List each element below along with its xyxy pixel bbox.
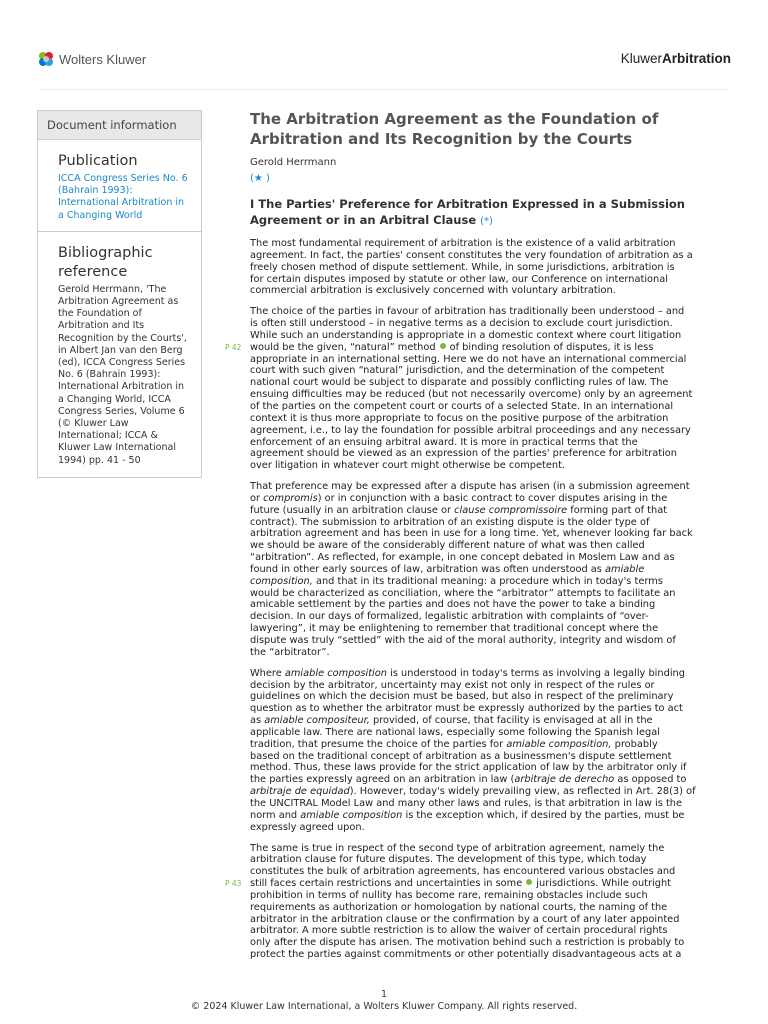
text-fragment: still faces certain restrictions and uncertainties in some bbox=[250, 878, 523, 890]
text-line: agreement, i.e., to lay the foundation for possible arbitral proceedings and any necessary bbox=[250, 424, 691, 436]
text-fragment: is understood in today's terms as involving a legally binding bbox=[386, 667, 685, 679]
text-line: method. Thus, these laws provide for the strict application of law by the arbitrator only if bbox=[250, 762, 687, 774]
text-line: enforcement of an ensuing arbitral award. It is more in practical terms that the bbox=[250, 436, 638, 448]
text-line: constitutes the bulk of arbitration agreements, has encountered various obstacles and bbox=[250, 866, 676, 878]
text-line: question as to whether the arbitrator must be expressly authorized by the parties to act bbox=[250, 703, 683, 715]
text-fragment: Where bbox=[250, 667, 285, 679]
text-fragment: or bbox=[250, 492, 264, 504]
text-line: dispute was truly “settled” with the aid of the moral authority, integrity and wisdom of bbox=[250, 635, 676, 646]
bib-line: International; ICCA & bbox=[58, 430, 158, 442]
text-line: prohibition in terms of nullity has become rare, remaining obstacles include such bbox=[250, 889, 648, 901]
text-fragment: ). However, today's widely prevailing view, as reflected in Art. 28(3) of bbox=[349, 786, 696, 798]
article-title bbox=[250, 109, 730, 149]
copyright-notice: © 2024 Kluwer Law International, a Wolters Kluwer Company. All rights reserved. bbox=[190, 1001, 578, 1012]
text-line: decision by the arbitrator, uncertainty may exist not only in respect of the rules or bbox=[250, 679, 655, 691]
publication-heading: Publication bbox=[58, 153, 138, 169]
wolters-kluwer-logo-icon bbox=[38, 51, 54, 67]
page-marker-43: P 43 bbox=[225, 879, 242, 889]
text-fragment: future (usually in an arbitration clause or bbox=[250, 504, 455, 516]
bibliographic-section bbox=[38, 244, 201, 467]
publication-link-line: ICCA Congress Series No. 6 bbox=[58, 173, 188, 184]
text-line: we should be aware of the considerably different nature of what was then called bbox=[250, 540, 645, 552]
text-line bbox=[250, 774, 730, 786]
text-line: context it is thus more appropriate to focus on the positive purpose of the arbitration bbox=[250, 412, 669, 424]
text-line bbox=[250, 576, 730, 588]
text-line bbox=[250, 810, 730, 822]
brand-prefix: Kluwer bbox=[620, 51, 662, 66]
italic-term: clause compromissoire bbox=[454, 504, 568, 516]
document-info-panel bbox=[37, 110, 202, 478]
text-fragment: jurisdictions. While outright bbox=[536, 878, 672, 890]
text-line: the UNCITRAL Model Law and many other laws and rules, is that arbitration in law is the bbox=[250, 797, 683, 809]
bib-line: Congress Series, Volume 6 bbox=[58, 405, 185, 417]
section-footnote-link[interactable]: (*) bbox=[480, 215, 493, 227]
text-line: for certain disputes imposed by statute or other law, our Conference on international bbox=[250, 273, 668, 285]
logo-text: Wolters Kluwer bbox=[59, 51, 147, 67]
text-line: over litigation in whatever court might otherwise be competent. bbox=[250, 460, 566, 472]
text-fragment: probably bbox=[611, 738, 658, 750]
text-line: decision. In our days of formalized, legalistic arbitration with complaints of “over- bbox=[250, 611, 649, 623]
text-line: applicable law. There are national laws, especially some following the Spanish legal bbox=[250, 726, 660, 738]
header-divider bbox=[38, 89, 730, 90]
page-break-dot-icon[interactable] bbox=[526, 879, 532, 885]
text-line: of the parties on the competent court or courts of a selected State. In an international bbox=[250, 400, 674, 412]
text-line bbox=[250, 715, 730, 727]
text-line: The most fundamental requirement of arbitration is the existence of a valid arbitration bbox=[250, 238, 676, 249]
text-line: would be characterized as conciliation, where the “arbitrator” attempts to facilitate an bbox=[250, 587, 676, 599]
paragraph-2 bbox=[225, 306, 730, 472]
text-line: amicable settlement by the parties and does not have the power to take a binding bbox=[250, 599, 656, 611]
page-marker-42: P 42 bbox=[225, 342, 242, 352]
text-line: “arbitration”. As reflected, for example, in one concept debated in Moslem Law and as bbox=[250, 552, 675, 564]
publication-link-line: a Changing World bbox=[58, 209, 143, 221]
italic-term: arbitraje de derecho bbox=[514, 774, 615, 786]
page-number: 1 bbox=[380, 989, 388, 1000]
text-fragment: norm and bbox=[250, 809, 301, 821]
kluwer-arbitration-brand[interactable] bbox=[621, 51, 731, 66]
text-fragment: tradition, that presume the choice of the parties for bbox=[250, 738, 507, 750]
text-line: The same is true in respect of the second type of arbitration agreement, namely the bbox=[250, 842, 665, 854]
text-line: arbitrator. A more subtle restriction is to allow the waiver of certain procedural rights bbox=[250, 925, 668, 937]
text-line: only after the dispute has arisen. The motivation behind such a restriction is probably to bbox=[250, 937, 685, 949]
text-fragment: and that in its traditional meaning: a procedure which in today's terms bbox=[312, 575, 663, 587]
text-line: protect the parties against commitments or other potentially disadvantageous acts at a bbox=[250, 949, 682, 961]
section-heading-line: Agreement or in an Arbitral Clause bbox=[250, 212, 477, 227]
text-line: agreement should be viewed as an expression of the parties' preference for arbitration bbox=[250, 448, 677, 460]
text-line: lawyering”, it may be enlightening to remember that traditional concept where the bbox=[250, 623, 659, 635]
text-line: That preference may be expressed after a dispute has arisen (in a submission agreement bbox=[250, 481, 690, 493]
brand-bold: Arbitration bbox=[662, 51, 731, 66]
text-line: is often still understood – in negative terms as a decision to exclude court jurisdiction. bbox=[250, 318, 673, 330]
bib-line: 1994) pp. 41 - 50 bbox=[58, 454, 141, 466]
text-line: The choice of the parties in favour of arbitration has traditionally been understood – and bbox=[250, 306, 685, 318]
text-line: guidelines on which the decision must be based, but also in respect of the preliminary bbox=[250, 691, 674, 703]
text-line bbox=[225, 341, 730, 354]
italic-term: arbitraje de equidad bbox=[250, 786, 350, 798]
paragraph-5 bbox=[225, 842, 730, 961]
text-line: court with such given “natural” jurisdiction, and the determination of the competent bbox=[250, 365, 665, 377]
article-body bbox=[225, 109, 730, 961]
bibliographic-heading bbox=[58, 244, 193, 282]
title-line: The Arbitration Agreement as the Foundation of bbox=[250, 110, 659, 128]
text-line: the “arbitrator”. bbox=[250, 646, 330, 658]
text-fragment: as bbox=[250, 715, 265, 727]
italic-term: amiable composition bbox=[300, 809, 403, 821]
article-author: Gerold Herrmann bbox=[250, 157, 337, 168]
text-line bbox=[250, 564, 730, 576]
text-line: arbitrator in the arbitration clause or the confirmation by a court of any later appointed bbox=[250, 913, 680, 925]
title-line: Arbitration and Its Recognition by the Courts bbox=[250, 130, 633, 148]
text-line: national court would be subject to disparate and possibly conflicting rules of law. The bbox=[250, 377, 669, 389]
text-fragment: forming part of that bbox=[567, 504, 668, 516]
text-fragment: of binding resolution of disputes, it is less bbox=[449, 341, 654, 353]
text-line: arbitration agreement and has been in use for a long time. Yet, whenever looking far back bbox=[250, 528, 693, 540]
paragraph-4 bbox=[250, 668, 730, 834]
text-line: commercial arbitration is exclusively concerned with voluntary arbitration. bbox=[250, 285, 616, 297]
publication-section bbox=[38, 152, 201, 222]
italic-term: amiable bbox=[605, 563, 645, 575]
text-line bbox=[225, 878, 730, 890]
text-line: agreement. In fact, the parties' consent constitutes the very foundation of arbitration as a bbox=[250, 249, 693, 261]
bibliographic-heading-line: reference bbox=[58, 263, 128, 280]
italic-term: composition, bbox=[250, 575, 313, 587]
bibliographic-heading-line: Bibliographic bbox=[58, 244, 153, 261]
italic-term: compromis bbox=[263, 492, 318, 504]
paragraph-3 bbox=[250, 481, 730, 659]
wolters-kluwer-logo[interactable] bbox=[38, 51, 146, 67]
text-fragment: found in other early sources of law, arbitration was often understood as bbox=[250, 563, 606, 575]
bib-line: Gerold Herrmann, 'The bbox=[58, 283, 167, 295]
publication-link[interactable] bbox=[58, 173, 193, 222]
publication-link-line: International Arbitration in bbox=[58, 197, 185, 209]
text-line bbox=[250, 505, 730, 517]
bib-line: (ed), ICCA Congress Series bbox=[58, 357, 186, 369]
text-line: ensuing difficulties may be reduced (but not necessarily overcome) only by an agreement bbox=[250, 389, 693, 401]
text-fragment: ) or in conjunction with a basic contract to cover disputes arising in the bbox=[317, 492, 668, 504]
italic-term: amiable composition, bbox=[506, 738, 612, 750]
bib-line: Arbitration and Its bbox=[58, 320, 145, 332]
text-line: freely chosen method of dispute settlement. While, in some jurisdictions, arbitration is bbox=[250, 261, 675, 273]
text-line: arbitration clause for future disputes. The development of this type, which today bbox=[250, 854, 647, 866]
page-break-dot-icon[interactable] bbox=[440, 343, 446, 349]
text-line: appropriate in an international setting. Here we do not have an international commercial bbox=[250, 353, 687, 365]
text-line: expressly agreed upon. bbox=[250, 821, 365, 833]
text-fragment: as opposed to bbox=[614, 774, 687, 786]
italic-term: amiable composition bbox=[284, 667, 387, 679]
bib-line: Kluwer Law International bbox=[58, 442, 176, 454]
bibliographic-reference-text bbox=[58, 284, 193, 467]
italic-term: amiable compositeur, bbox=[264, 715, 370, 727]
sidebar-divider bbox=[38, 231, 201, 232]
text-line bbox=[250, 739, 730, 751]
bib-line: Recognition by the Courts', bbox=[58, 332, 187, 344]
bib-line: a Changing World, ICCA bbox=[58, 393, 171, 405]
text-fragment: is the exception which, if desired by the parties, must be bbox=[402, 809, 685, 821]
publication-link-line: (Bahrain 1993): bbox=[58, 185, 133, 197]
text-line: based on the traditional concept of arbitration as a businessmen's dispute settlement bbox=[250, 750, 672, 762]
bib-line: International Arbitration in bbox=[58, 381, 185, 393]
section-heading-line: I The Parties' Preference for Arbitration Expressed in a Submission bbox=[250, 197, 685, 211]
text-line: contract). The submission to arbitration of an existing dispute is the older type of bbox=[250, 516, 650, 528]
paragraph-1 bbox=[250, 238, 730, 297]
text-line: requirements as authorization or homologation by national courts, the naming of the bbox=[250, 901, 668, 913]
bib-line: Arbitration Agreement as bbox=[58, 296, 179, 308]
author-footnote-link[interactable]: (★ ) bbox=[250, 173, 270, 184]
text-fragment: the parties expressly agreed on an arbitration in law ( bbox=[250, 774, 515, 786]
text-line bbox=[250, 493, 730, 505]
text-line bbox=[250, 668, 730, 680]
text-fragment: would be the given, “natural” method bbox=[250, 341, 436, 353]
bib-line: the Foundation of bbox=[58, 308, 142, 320]
bib-line: in Albert Jan van den Berg bbox=[58, 344, 183, 356]
section-heading bbox=[250, 197, 730, 229]
document-info-heading: Document information bbox=[38, 111, 201, 140]
text-fragment: provided, of course, that facility is envisaged at all in the bbox=[369, 715, 653, 727]
bib-line: No. 6 (Bahrain 1993): bbox=[58, 369, 161, 381]
text-line: While such an understanding is appropriate in a domestic context where court litigation bbox=[250, 329, 682, 341]
bib-line: (© Kluwer Law bbox=[58, 418, 129, 430]
text-line bbox=[250, 786, 730, 798]
